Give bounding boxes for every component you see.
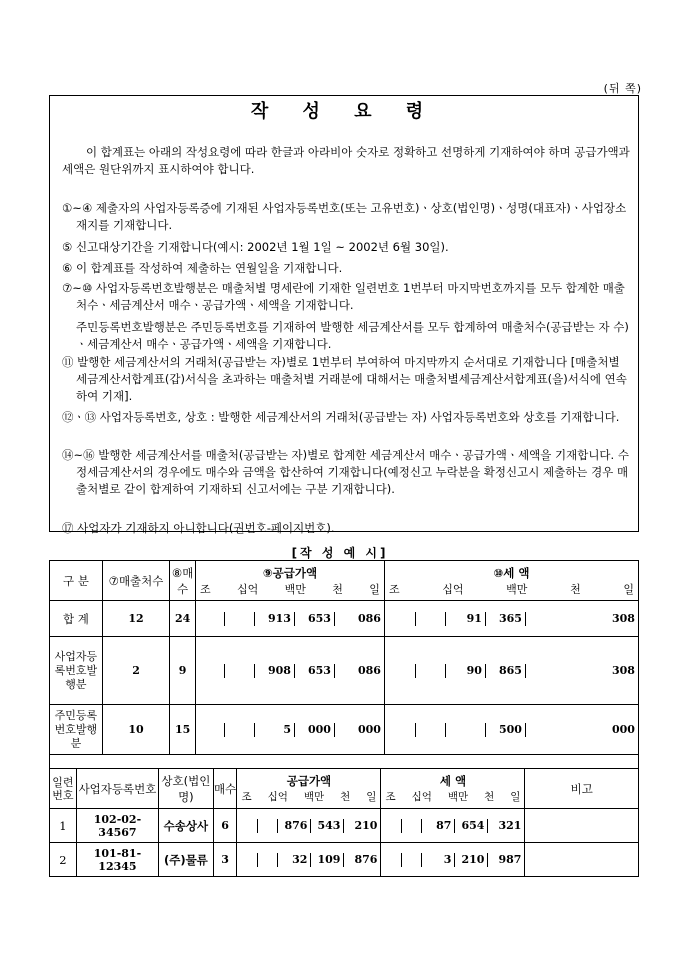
instructions-box [49,95,639,535]
summary-table [49,560,639,769]
header-count: ⑦매출처수 [102,561,169,601]
unit-labels: 조 십억 백만 천 일 [199,582,380,596]
instruction-item: ⑰ 사업자가 기재하지 아니합니다(권번호-페이지번호). [62,521,335,535]
detail-table [49,768,639,877]
instruction-item: ⑭~⑯ 발행한 세금계산서를 매출처(공급받는 자)별로 합계한 세금계산서 매수ㆍ공급가액ㆍ세액을 기재합니다. 수정세금계산서의 경우에도 매수와 금액을 합산하여 기재합니다(예정신고 누락분을 확정신고시 제출하는 경우 매출처별로 같이 합계하여 기재하되 신고서에는 구분 기재합니다). [62,448,629,496]
header-supply: ⑨공급가액 조 십억 백만 천 일 [195,561,384,601]
header-gubun: 구 분 [50,561,103,601]
header-tax: ⑩세 액 조 십억 백만 천 일 [384,561,638,601]
header-serial: 일련번호 [50,769,77,809]
table-row: 1 102-02-34567 수송상사 6 876 543 210 87 654 321 [50,809,639,843]
page-side-label: (뒤 쪽) [603,82,642,95]
table-row: 2 101-81-12345 (주)물류 3 32 109 876 3 210 987 [50,843,639,877]
header-name: 상호(법인명) [159,769,214,809]
header-note: 비고 [525,769,639,809]
unit-labels: 조 십억 백만 천 일 [388,582,634,596]
header-sheets: ⑧매수 [170,561,196,601]
instruction-item: ⑥ 이 합계표를 작성하여 제출하는 연월일을 기재합니다. [62,261,343,275]
header-sheets: 매수 [213,769,237,809]
summary-row: 주민등록번호발행분 10 15 5 000 000 500 000 [50,705,639,755]
instruction-item: ⑪ 발행한 세금계산서의 거래처(공급받는 자)별로 1번부터 부여하여 마지막까지 순서대로 기재합니다 [매출처별세금계산서합계표(갑)서식을 초과하는 매출처별 거래분에 대해서는 매출처별세금계산서합계표(을)서식에 연속하여 기재]. [62,355,627,403]
header-supply: 공급가액 조 십억 백만 천 일 [237,769,381,809]
instruction-item: ①~④ 제출자의 사업자등록증에 기재된 사업자등록번호(또는 고유번호)ㆍ상호(법인명)ㆍ성명(대표자)ㆍ사업장소재지를 기재합니다. [62,201,627,232]
summary-row: 합 계 12 24 913 653 086 91 365 308 [50,601,639,637]
instruction-item: ⑫ㆍ⑬ 사업자등록번호, 상호 : 발행한 세금계산서의 거래처(공급받는 자) 사업자등록번호와 상호를 기재합니다. [62,410,620,424]
instruction-item: ⑦~⑩ 사업자등록번호발행분은 매출처별 명세란에 기재한 일련번호 1번부터 마지막번호까지를 모두 합계한 매출처수ㆍ세금계산서 매수ㆍ공급가액ㆍ세액을 기재합니다. [62,281,625,312]
header-regno: 사업자등록번호 [76,769,158,809]
page-title: 작 성 요 령 [250,101,438,122]
instruction-item: 주민등록번호발행분은 주민등록번호를 기재하여 발행한 세금계산서를 모두 합계하여 매출처수(공급받는 자 수)ㆍ세금계산서 매수ㆍ공급가액ㆍ세액을 기재합니다. [76,320,629,351]
example-title: [작 성 예 시] [291,546,389,560]
header-tax: 세 액 조 십억 백만 천 일 [381,769,525,809]
intro-text: 이 합계표는 아래의 작성요령에 따라 한글과 아라비아 숫자로 정확하고 선명하게 기재하여야 하며 공급가액과 세액은 원단위까지 표시하여야 합니다. [62,145,630,176]
summary-row: 사업자등록번호발행분 2 9 908 653 086 90 865 308 [50,637,639,705]
instruction-item: ⑤ 신고대상기간을 기재합니다(예시: 2002년 1월 1일 ~ 2002년 6월 30일). [62,240,449,254]
